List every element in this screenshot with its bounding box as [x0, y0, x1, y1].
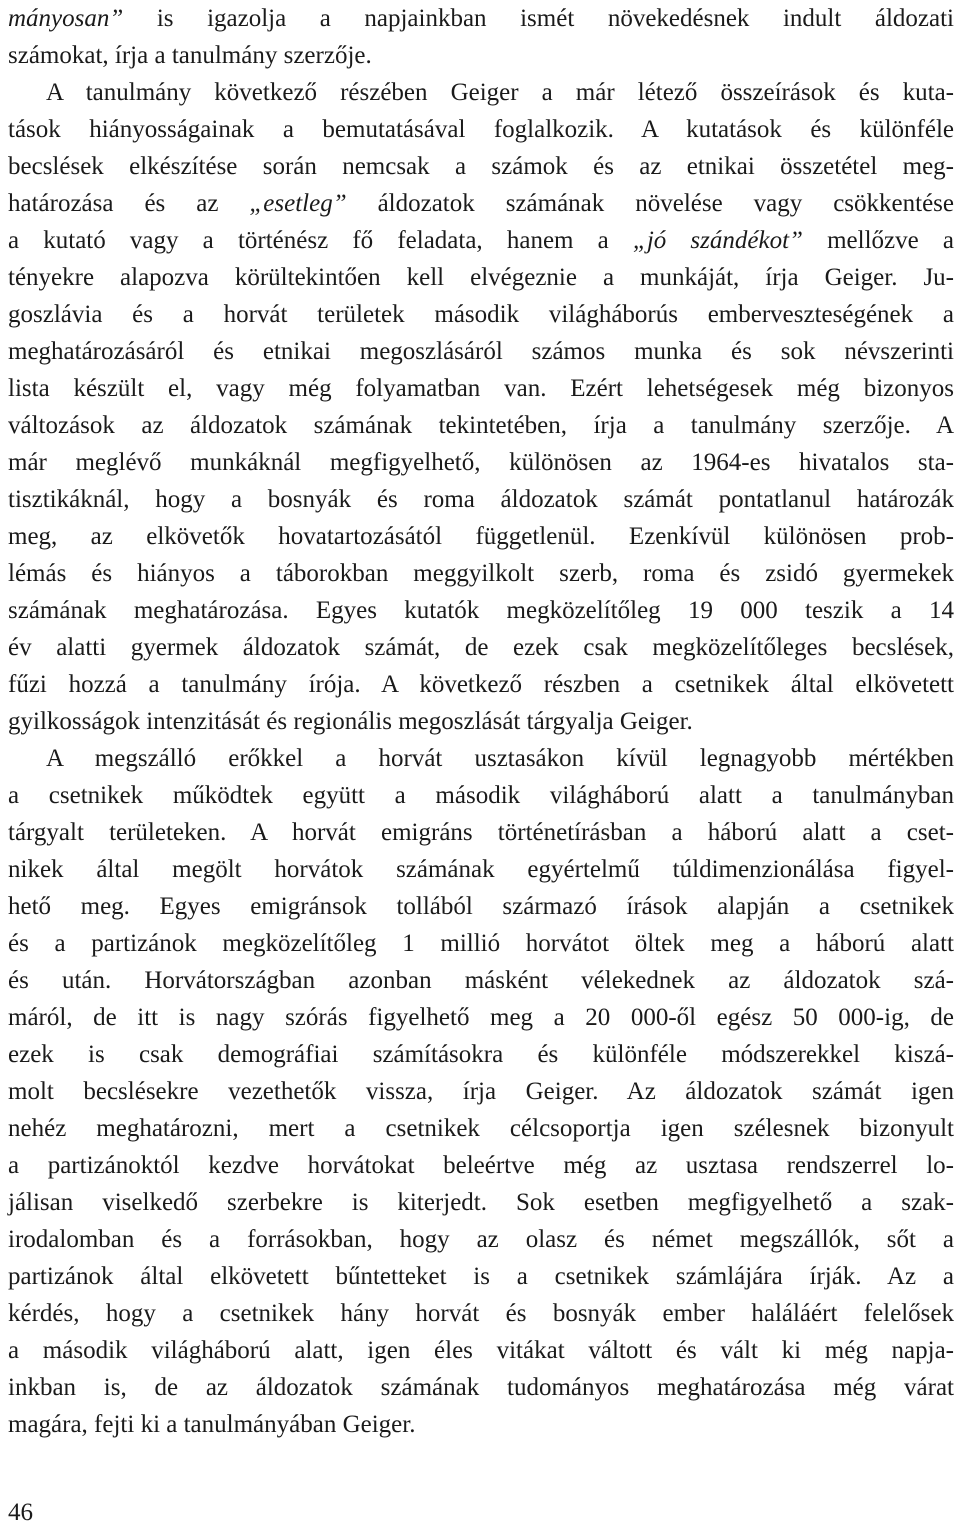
text-line — [8, 370, 954, 407]
text-segment: számának meghatározása. Egyes kutatók megközelítőleg 19 000 teszik a 14 — [8, 597, 954, 624]
text-segment: már meglévő munkáknál megfigyelhető, különösen az 1964-es hivatalos sta- — [8, 449, 954, 476]
text-line — [8, 74, 954, 111]
text-segment: a csetnikek működtek együtt a második világháború alatt a tanulmányban — [8, 782, 954, 809]
text-segment: goszlávia és a horvát területek második világháborús emberveszteségének a — [8, 301, 954, 328]
text-line — [8, 925, 954, 962]
text-line — [8, 1369, 954, 1406]
text-line — [8, 1258, 954, 1295]
text-line — [8, 222, 954, 259]
text-line — [8, 629, 954, 666]
text-line — [8, 407, 954, 444]
text-line — [8, 259, 954, 296]
paragraph — [8, 74, 954, 740]
text-segment: fűzi hozzá a tanulmány írója. A következő részben a csetnikek által elkövetett — [8, 671, 954, 698]
text-segment: tisztikáknál, hogy a bosnyák és roma áldozatok számát pontatlanul határozák — [8, 486, 954, 513]
text-line — [8, 518, 954, 555]
text-line — [8, 851, 954, 888]
italic-text: mányosan” — [8, 5, 124, 32]
text-segment: meghatározásáról és etnikai megoszlásáról számos munka és sok névszerinti — [8, 338, 954, 365]
text-line — [8, 703, 954, 740]
text-line — [8, 814, 954, 851]
text-segment: partizánok által elkövetett bűntetteket is a csetnikek számlájára írják. Az a — [8, 1263, 954, 1290]
text-segment: nehéz meghatározni, mert a csetnikek célcsoportja igen szélesnek bizonyult — [8, 1115, 954, 1142]
text-line — [8, 1073, 954, 1110]
text-line — [8, 185, 954, 222]
text-segment: inkban is, de az áldozatok számának tudományos meghatározása még várat — [8, 1374, 954, 1401]
text-segment: és a partizánok megközelítőleg 1 millió horvátot öltek meg a háború alatt — [8, 930, 954, 957]
text-segment: irodalomban és a forrásokban, hogy az olasz és német megszállók, sőt a — [8, 1226, 954, 1253]
text-segment: év alatti gyermek áldozatok számát, de ezek csak megközelítőleges becslések, — [8, 634, 954, 661]
text-segment: és után. Horvátországban azonban másként vélekednek az áldozatok szá- — [8, 967, 954, 994]
text-segment: meg, az elkövetők hovatartozásától függetlenül. Ezenkívül különösen prob- — [8, 523, 954, 550]
text-line — [8, 1036, 954, 1073]
italic-text: „jó szándékot” — [632, 227, 803, 254]
text-segment: tárgyalt területeken. A horvát emigráns történetírásban a háború alatt a cset- — [8, 819, 954, 846]
text-segment: lista készült el, vagy még folyamatban van. Ezért lehetségesek még bizonyos — [8, 375, 954, 402]
text-segment: hető meg. Egyes emigránsok tollából származó írások alapján a csetnikek — [8, 893, 954, 920]
text-segment: a második világháború alatt, igen éles vitákat váltott és vált ki még napja- — [8, 1337, 954, 1364]
text-line — [8, 1147, 954, 1184]
page-number: 46 — [8, 1499, 33, 1526]
text-line — [8, 777, 954, 814]
text-segment: máról, de itt is nagy szórás figyelhető meg a 20 000-ől egész 50 000-ig, de — [8, 1004, 954, 1031]
text-segment: jálisan viselkedő szerbekre is kiterjedt. Sok esetben megfigyelhető a szak- — [8, 1189, 954, 1216]
paragraph — [8, 0, 954, 74]
text-line — [8, 999, 954, 1036]
text-line — [8, 962, 954, 999]
text-line — [8, 333, 954, 370]
text-segment: határozása és az — [8, 190, 250, 217]
text-line — [8, 888, 954, 925]
paragraph — [8, 740, 954, 1443]
text-segment: a kutató vagy a történész fő feladata, hanem a — [8, 227, 633, 254]
text-line — [8, 481, 954, 518]
text-segment: magára, fejti ki a tanulmányában Geiger. — [8, 1411, 416, 1438]
text-segment: változások az áldozatok számának tekintetében, írja a tanulmány szerzője. A — [8, 412, 954, 439]
text-line — [8, 296, 954, 333]
text-line — [8, 592, 954, 629]
text-segment: áldozatok számának növelése vagy csökkentése — [346, 190, 955, 217]
text-segment: A tanulmány következő részében Geiger a már létező összeírások és kuta- — [46, 79, 954, 106]
text-segment: a partizánoktól kezdve horvátokat beleértve még az usztasa rendszerrel lo- — [8, 1152, 954, 1179]
italic-text: „esetleg” — [249, 190, 347, 217]
text-body — [8, 0, 954, 1443]
text-line — [8, 666, 954, 703]
text-segment: becslések elkészítése során nemcsak a számok és az etnikai összetétel meg- — [8, 153, 954, 180]
text-segment: nikek által megölt horvátok számának egyértelmű túldimenzionálása figyel- — [8, 856, 954, 883]
text-segment: tások hiányosságainak a bemutatásával foglalkozik. A kutatások és különféle — [8, 116, 954, 143]
text-line — [8, 555, 954, 592]
text-line — [8, 1406, 954, 1443]
text-segment: tényekre alapozva körültekintően kell elvégeznie a munkáját, írja Geiger. Ju- — [8, 264, 954, 291]
text-segment: gyilkosságok intenzitását és regionális megoszlását tárgyalja Geiger. — [8, 708, 693, 735]
text-line — [8, 0, 954, 37]
text-segment: molt becslésekre vezethetők vissza, írja Geiger. Az áldozatok számát igen — [8, 1078, 954, 1105]
text-line — [8, 1221, 954, 1258]
text-line — [8, 740, 954, 777]
text-line — [8, 1295, 954, 1332]
text-line — [8, 1184, 954, 1221]
text-line — [8, 1110, 954, 1147]
text-line — [8, 444, 954, 481]
text-segment: mellőzve a — [802, 227, 954, 254]
text-line — [8, 148, 954, 185]
text-segment: A megszálló erőkkel a horvát usztasákon kívül legnagyobb mértékben — [46, 745, 954, 772]
text-line — [8, 37, 954, 74]
text-segment: lémás és hiányos a táborokban meggyilkolt szerb, roma és zsidó gyermekek — [8, 560, 954, 587]
text-segment: számokat, írja a tanulmány szerzője. — [8, 42, 372, 69]
text-segment: is igazolja a napjainkban ismét növekedésnek indult áldozati — [123, 5, 954, 32]
text-segment: ezek is csak demográfiai számításokra és különféle módszerekkel kiszá- — [8, 1041, 954, 1068]
text-segment: kérdés, hogy a csetnikek hány horvát és bosnyák ember haláláért felelősek — [8, 1300, 954, 1327]
text-line — [8, 1332, 954, 1369]
text-line — [8, 111, 954, 148]
